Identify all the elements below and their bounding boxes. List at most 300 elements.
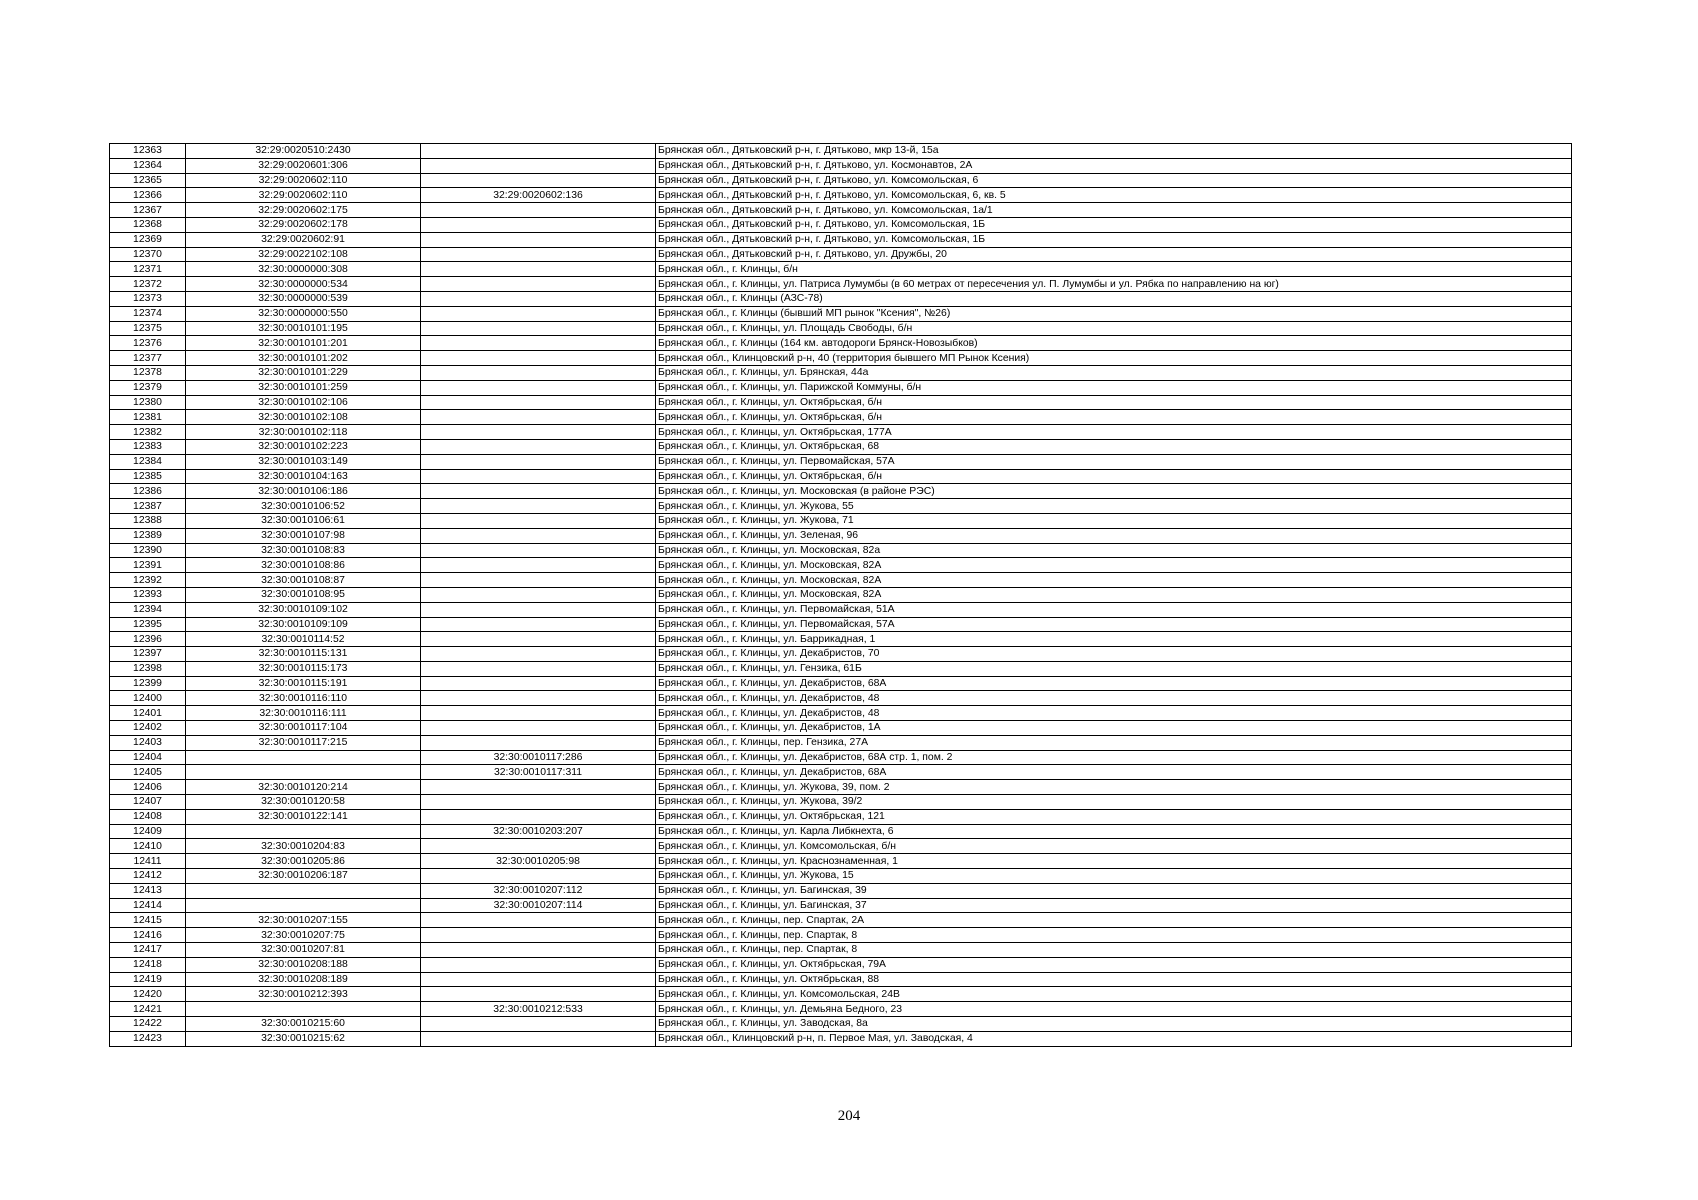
cell-address: Брянская обл., Дятьковский р-н, г. Дятьково, мкр 13-й, 15а bbox=[656, 144, 1572, 159]
table-row bbox=[110, 928, 1572, 943]
cell-cadastral-number-secondary bbox=[421, 484, 656, 499]
cell-cadastral-number: 32:30:0010122:141 bbox=[186, 809, 421, 824]
cell-address: Брянская обл., г. Клинцы, ул. Багинская, 37 bbox=[656, 898, 1572, 913]
cell-record-number: 12367 bbox=[110, 203, 186, 218]
cell-record-number: 12396 bbox=[110, 632, 186, 647]
table-row bbox=[110, 469, 1572, 484]
cell-address: Брянская обл., г. Клинцы, ул. Октябрьская, б/н bbox=[656, 395, 1572, 410]
table-row bbox=[110, 632, 1572, 647]
cell-record-number: 12376 bbox=[110, 336, 186, 351]
cell-cadastral-number-secondary bbox=[421, 735, 656, 750]
cell-cadastral-number: 32:29:0020510:2430 bbox=[186, 144, 421, 159]
cell-cadastral-number: 32:30:0000000:308 bbox=[186, 262, 421, 277]
cell-cadastral-number: 32:30:0010204:83 bbox=[186, 839, 421, 854]
table-row bbox=[110, 1017, 1572, 1032]
cell-cadastral-number bbox=[186, 750, 421, 765]
cell-cadastral-number: 32:30:0010114:52 bbox=[186, 632, 421, 647]
table-row bbox=[110, 706, 1572, 721]
cell-record-number: 12399 bbox=[110, 676, 186, 691]
cell-cadastral-number bbox=[186, 1002, 421, 1017]
cell-cadastral-number: 32:29:0020602:110 bbox=[186, 173, 421, 188]
cell-cadastral-number-secondary bbox=[421, 365, 656, 380]
cell-record-number: 12400 bbox=[110, 691, 186, 706]
table-row bbox=[110, 262, 1572, 277]
cell-cadastral-number-secondary bbox=[421, 217, 656, 232]
cell-cadastral-number-secondary bbox=[421, 809, 656, 824]
cell-cadastral-number-secondary bbox=[421, 144, 656, 159]
cell-record-number: 12386 bbox=[110, 484, 186, 499]
cell-cadastral-number bbox=[186, 883, 421, 898]
cell-cadastral-number-secondary bbox=[421, 336, 656, 351]
page-number: 204 bbox=[837, 1108, 861, 1124]
cell-cadastral-number: 32:30:0010205:86 bbox=[186, 854, 421, 869]
cell-record-number: 12387 bbox=[110, 499, 186, 514]
cell-cadastral-number bbox=[186, 898, 421, 913]
cell-cadastral-number: 32:30:0010206:187 bbox=[186, 869, 421, 884]
cell-address: Брянская обл., г. Клинцы, ул. Московская, 82а bbox=[656, 543, 1572, 558]
cell-cadastral-number-secondary: 32:30:0010212:533 bbox=[421, 1002, 656, 1017]
records-table bbox=[109, 143, 1572, 1047]
cell-record-number: 12372 bbox=[110, 277, 186, 292]
cell-address: Брянская обл., г. Клинцы, ул. Октябрьская, б/н bbox=[656, 469, 1572, 484]
table-row bbox=[110, 144, 1572, 159]
cell-address: Брянская обл., г. Клинцы, ул. Декабристов, 70 bbox=[656, 647, 1572, 662]
table-row bbox=[110, 321, 1572, 336]
cell-cadastral-number-secondary bbox=[421, 913, 656, 928]
cell-cadastral-number: 32:30:0010104:163 bbox=[186, 469, 421, 484]
table-row bbox=[110, 1031, 1572, 1046]
cell-record-number: 12392 bbox=[110, 573, 186, 588]
cell-record-number: 12406 bbox=[110, 780, 186, 795]
cell-cadastral-number: 32:30:0010116:110 bbox=[186, 691, 421, 706]
cell-cadastral-number-secondary bbox=[421, 661, 656, 676]
cell-record-number: 12378 bbox=[110, 365, 186, 380]
cell-record-number: 12366 bbox=[110, 188, 186, 203]
table-row bbox=[110, 484, 1572, 499]
table-row bbox=[110, 617, 1572, 632]
table-row bbox=[110, 528, 1572, 543]
cell-address: Брянская обл., г. Клинцы, ул. Декабристов, 48 bbox=[656, 706, 1572, 721]
cell-cadastral-number-secondary: 32:30:0010117:286 bbox=[421, 750, 656, 765]
cell-record-number: 12382 bbox=[110, 425, 186, 440]
cell-record-number: 12410 bbox=[110, 839, 186, 854]
cell-record-number: 12421 bbox=[110, 1002, 186, 1017]
cell-record-number: 12412 bbox=[110, 869, 186, 884]
table-row bbox=[110, 647, 1572, 662]
cell-record-number: 12393 bbox=[110, 587, 186, 602]
cell-cadastral-number-secondary bbox=[421, 957, 656, 972]
cell-cadastral-number-secondary: 32:30:0010207:114 bbox=[421, 898, 656, 913]
cell-record-number: 12415 bbox=[110, 913, 186, 928]
table-row bbox=[110, 558, 1572, 573]
cell-record-number: 12389 bbox=[110, 528, 186, 543]
cell-address: Брянская обл., г. Клинцы, пер. Спартак, 2А bbox=[656, 913, 1572, 928]
cell-cadastral-number-secondary bbox=[421, 203, 656, 218]
cell-address: Брянская обл., г. Клинцы, ул. Декабристов, 1А bbox=[656, 721, 1572, 736]
cell-cadastral-number-secondary bbox=[421, 647, 656, 662]
cell-cadastral-number-secondary bbox=[421, 691, 656, 706]
table-row bbox=[110, 513, 1572, 528]
cell-cadastral-number-secondary bbox=[421, 439, 656, 454]
cell-record-number: 12416 bbox=[110, 928, 186, 943]
cell-cadastral-number-secondary: 32:30:0010205:98 bbox=[421, 854, 656, 869]
cell-cadastral-number-secondary bbox=[421, 469, 656, 484]
table-row bbox=[110, 188, 1572, 203]
cell-cadastral-number-secondary bbox=[421, 943, 656, 958]
cell-cadastral-number: 32:30:0010208:189 bbox=[186, 972, 421, 987]
table-row bbox=[110, 380, 1572, 395]
cell-cadastral-number: 32:30:0010106:186 bbox=[186, 484, 421, 499]
cell-cadastral-number-secondary: 32:30:0010207:112 bbox=[421, 883, 656, 898]
cell-address: Брянская обл., Дятьковский р-н, г. Дятьково, ул. Комсомольская, 6 bbox=[656, 173, 1572, 188]
cell-record-number: 12377 bbox=[110, 351, 186, 366]
cell-record-number: 12364 bbox=[110, 158, 186, 173]
cell-record-number: 12368 bbox=[110, 217, 186, 232]
cell-cadastral-number-secondary bbox=[421, 262, 656, 277]
cell-cadastral-number-secondary bbox=[421, 1031, 656, 1046]
table-row bbox=[110, 765, 1572, 780]
cell-cadastral-number bbox=[186, 824, 421, 839]
table-row bbox=[110, 750, 1572, 765]
cell-cadastral-number-secondary bbox=[421, 706, 656, 721]
cell-record-number: 12408 bbox=[110, 809, 186, 824]
cell-cadastral-number-secondary bbox=[421, 232, 656, 247]
cell-address: Брянская обл., г. Клинцы, ул. Декабристов, 68А bbox=[656, 765, 1572, 780]
table-row bbox=[110, 410, 1572, 425]
table-row bbox=[110, 439, 1572, 454]
cell-cadastral-number-secondary bbox=[421, 306, 656, 321]
cell-record-number: 12398 bbox=[110, 661, 186, 676]
cell-address: Брянская обл., г. Клинцы, ул. Жукова, 39, пом. 2 bbox=[656, 780, 1572, 795]
cell-record-number: 12418 bbox=[110, 957, 186, 972]
cell-cadastral-number-secondary bbox=[421, 380, 656, 395]
table-row bbox=[110, 661, 1572, 676]
cell-address: Брянская обл., г. Клинцы, ул. Баррикадная, 1 bbox=[656, 632, 1572, 647]
cell-record-number: 12395 bbox=[110, 617, 186, 632]
cell-address: Брянская обл., Дятьковский р-н, г. Дятьково, ул. Космонавтов, 2А bbox=[656, 158, 1572, 173]
cell-cadastral-number: 32:30:0010103:149 bbox=[186, 454, 421, 469]
cell-cadastral-number: 32:29:0020602:175 bbox=[186, 203, 421, 218]
cell-address: Брянская обл., г. Клинцы, ул. Площадь Свободы, б/н bbox=[656, 321, 1572, 336]
cell-cadastral-number: 32:30:0010101:259 bbox=[186, 380, 421, 395]
cell-cadastral-number-secondary bbox=[421, 617, 656, 632]
cell-cadastral-number-secondary bbox=[421, 513, 656, 528]
cell-cadastral-number-secondary bbox=[421, 543, 656, 558]
cell-cadastral-number-secondary bbox=[421, 528, 656, 543]
cell-cadastral-number: 32:30:0010215:62 bbox=[186, 1031, 421, 1046]
cell-cadastral-number: 32:30:0010120:214 bbox=[186, 780, 421, 795]
cell-cadastral-number-secondary: 32:30:0010117:311 bbox=[421, 765, 656, 780]
cell-record-number: 12385 bbox=[110, 469, 186, 484]
cell-address: Брянская обл., г. Клинцы, ул. Багинская, 39 bbox=[656, 883, 1572, 898]
cell-cadastral-number: 32:30:0010120:58 bbox=[186, 795, 421, 810]
cell-address: Брянская обл., г. Клинцы, пер. Гензика, 27А bbox=[656, 735, 1572, 750]
records-table-body bbox=[110, 144, 1572, 1047]
cell-address: Брянская обл., г. Клинцы, пер. Спартак, 8 bbox=[656, 928, 1572, 943]
table-row bbox=[110, 809, 1572, 824]
cell-cadastral-number: 32:30:0010102:106 bbox=[186, 395, 421, 410]
cell-address: Брянская обл., г. Клинцы, ул. Комсомольская, 24В bbox=[656, 987, 1572, 1002]
table-row bbox=[110, 854, 1572, 869]
cell-cadastral-number: 32:30:0010116:111 bbox=[186, 706, 421, 721]
cell-address: Брянская обл., г. Клинцы, ул. Октябрьская, б/н bbox=[656, 410, 1572, 425]
cell-address: Брянская обл., Клинцовский р-н, 40 (территория бывшего МП Рынок Ксения) bbox=[656, 351, 1572, 366]
cell-address: Брянская обл., г. Клинцы, ул. Октябрьская, 79А bbox=[656, 957, 1572, 972]
cell-record-number: 12371 bbox=[110, 262, 186, 277]
cell-record-number: 12409 bbox=[110, 824, 186, 839]
cell-cadastral-number: 32:30:0010115:191 bbox=[186, 676, 421, 691]
cell-cadastral-number: 32:30:0010101:229 bbox=[186, 365, 421, 380]
cell-address: Брянская обл., г. Клинцы, ул. Заводская, 8а bbox=[656, 1017, 1572, 1032]
cell-cadastral-number: 32:30:0010115:131 bbox=[186, 647, 421, 662]
table-row bbox=[110, 587, 1572, 602]
cell-cadastral-number-secondary bbox=[421, 291, 656, 306]
cell-cadastral-number: 32:29:0020602:110 bbox=[186, 188, 421, 203]
cell-cadastral-number-secondary bbox=[421, 499, 656, 514]
cell-address: Брянская обл., г. Клинцы (АЗС-78) bbox=[656, 291, 1572, 306]
cell-address: Брянская обл., г. Клинцы, б/н bbox=[656, 262, 1572, 277]
table-row bbox=[110, 365, 1572, 380]
cell-address: Брянская обл., Дятьковский р-н, г. Дятьково, ул. Комсомольская, 1Б bbox=[656, 232, 1572, 247]
table-row bbox=[110, 913, 1572, 928]
cell-record-number: 12407 bbox=[110, 795, 186, 810]
cell-address: Брянская обл., г. Клинцы, ул. Октябрьская, 68 bbox=[656, 439, 1572, 454]
cell-cadastral-number-secondary bbox=[421, 1017, 656, 1032]
cell-cadastral-number: 32:30:0010108:95 bbox=[186, 587, 421, 602]
table-row bbox=[110, 425, 1572, 440]
cell-address: Брянская обл., г. Клинцы, ул. Жукова, 55 bbox=[656, 499, 1572, 514]
table-row bbox=[110, 898, 1572, 913]
cell-address: Брянская обл., г. Клинцы, ул. Парижской Коммуны, б/н bbox=[656, 380, 1572, 395]
table-row bbox=[110, 573, 1572, 588]
cell-record-number: 12375 bbox=[110, 321, 186, 336]
cell-record-number: 12394 bbox=[110, 602, 186, 617]
cell-cadastral-number: 32:30:0010115:173 bbox=[186, 661, 421, 676]
table-row bbox=[110, 883, 1572, 898]
table-row bbox=[110, 543, 1572, 558]
cell-record-number: 12379 bbox=[110, 380, 186, 395]
cell-record-number: 12363 bbox=[110, 144, 186, 159]
cell-cadastral-number: 32:30:0010108:86 bbox=[186, 558, 421, 573]
cell-cadastral-number: 32:30:0010109:109 bbox=[186, 617, 421, 632]
cell-cadastral-number-secondary bbox=[421, 780, 656, 795]
cell-cadastral-number: 32:30:0010106:52 bbox=[186, 499, 421, 514]
table-row bbox=[110, 721, 1572, 736]
cell-cadastral-number: 32:30:0010117:215 bbox=[186, 735, 421, 750]
cell-address: Брянская обл., Дятьковский р-н, г. Дятьково, ул. Комсомольская, 1а/1 bbox=[656, 203, 1572, 218]
table-row bbox=[110, 839, 1572, 854]
table-row bbox=[110, 676, 1572, 691]
cell-record-number: 12423 bbox=[110, 1031, 186, 1046]
cell-record-number: 12405 bbox=[110, 765, 186, 780]
table-row bbox=[110, 247, 1572, 262]
cell-address: Брянская обл., г. Клинцы, ул. Жукова, 39/2 bbox=[656, 795, 1572, 810]
cell-record-number: 12388 bbox=[110, 513, 186, 528]
cell-cadastral-number-secondary bbox=[421, 721, 656, 736]
cell-address: Брянская обл., г. Клинцы, ул. Краснознаменная, 1 bbox=[656, 854, 1572, 869]
cell-cadastral-number-secondary bbox=[421, 839, 656, 854]
table-row bbox=[110, 824, 1572, 839]
cell-cadastral-number: 32:30:0010108:83 bbox=[186, 543, 421, 558]
cell-record-number: 12404 bbox=[110, 750, 186, 765]
cell-record-number: 12411 bbox=[110, 854, 186, 869]
cell-address: Брянская обл., г. Клинцы, ул. Московская (в районе РЭС) bbox=[656, 484, 1572, 499]
table-row bbox=[110, 957, 1572, 972]
table-row bbox=[110, 336, 1572, 351]
cell-address: Брянская обл., г. Клинцы, ул. Зеленая, 96 bbox=[656, 528, 1572, 543]
cell-record-number: 12369 bbox=[110, 232, 186, 247]
cell-record-number: 12401 bbox=[110, 706, 186, 721]
cell-record-number: 12422 bbox=[110, 1017, 186, 1032]
cell-cadastral-number-secondary bbox=[421, 558, 656, 573]
cell-record-number: 12413 bbox=[110, 883, 186, 898]
cell-cadastral-number-secondary bbox=[421, 987, 656, 1002]
cell-cadastral-number: 32:29:0020602:91 bbox=[186, 232, 421, 247]
cell-cadastral-number-secondary bbox=[421, 602, 656, 617]
table-row bbox=[110, 795, 1572, 810]
table-row bbox=[110, 972, 1572, 987]
cell-address: Брянская обл., Дятьковский р-н, г. Дятьково, ул. Комсомольская, 6, кв. 5 bbox=[656, 188, 1572, 203]
cell-cadastral-number-secondary bbox=[421, 869, 656, 884]
cell-record-number: 12391 bbox=[110, 558, 186, 573]
cell-record-number: 12370 bbox=[110, 247, 186, 262]
table-row bbox=[110, 780, 1572, 795]
cell-address: Брянская обл., г. Клинцы, ул. Октябрьская, 177А bbox=[656, 425, 1572, 440]
cell-cadastral-number-secondary bbox=[421, 410, 656, 425]
cell-cadastral-number: 32:30:0010107:98 bbox=[186, 528, 421, 543]
cell-cadastral-number-secondary: 32:29:0020602:136 bbox=[421, 188, 656, 203]
table-row bbox=[110, 291, 1572, 306]
cell-address: Брянская обл., г. Клинцы, ул. Московская, 82А bbox=[656, 573, 1572, 588]
cell-cadastral-number: 32:30:0010207:75 bbox=[186, 928, 421, 943]
table-row bbox=[110, 173, 1572, 188]
cell-record-number: 12414 bbox=[110, 898, 186, 913]
cell-record-number: 12381 bbox=[110, 410, 186, 425]
table-row bbox=[110, 158, 1572, 173]
cell-cadastral-number-secondary bbox=[421, 351, 656, 366]
table-row bbox=[110, 217, 1572, 232]
table-row bbox=[110, 351, 1572, 366]
cell-address: Брянская обл., г. Клинцы, ул. Московская, 82А bbox=[656, 587, 1572, 602]
cell-cadastral-number: 32:30:0010208:188 bbox=[186, 957, 421, 972]
cell-cadastral-number: 32:30:0010215:60 bbox=[186, 1017, 421, 1032]
cell-cadastral-number-secondary bbox=[421, 173, 656, 188]
cell-address: Брянская обл., г. Клинцы, ул. Комсомольская, б/н bbox=[656, 839, 1572, 854]
table-row bbox=[110, 232, 1572, 247]
table-row bbox=[110, 987, 1572, 1002]
cell-record-number: 12374 bbox=[110, 306, 186, 321]
cell-cadastral-number-secondary bbox=[421, 795, 656, 810]
cell-cadastral-number: 32:30:0010109:102 bbox=[186, 602, 421, 617]
cell-record-number: 12397 bbox=[110, 647, 186, 662]
cell-record-number: 12365 bbox=[110, 173, 186, 188]
cell-address: Брянская обл., г. Клинцы, ул. Демьяна Бедного, 23 bbox=[656, 1002, 1572, 1017]
cell-cadastral-number: 32:30:0010207:155 bbox=[186, 913, 421, 928]
cell-cadastral-number: 32:30:0010117:104 bbox=[186, 721, 421, 736]
cell-cadastral-number: 32:30:0010102:118 bbox=[186, 425, 421, 440]
cell-address: Брянская обл., г. Клинцы, ул. Первомайская, 57А bbox=[656, 454, 1572, 469]
cell-cadastral-number-secondary bbox=[421, 277, 656, 292]
cell-address: Брянская обл., г. Клинцы, пер. Спартак, 8 bbox=[656, 943, 1572, 958]
cell-cadastral-number: 32:30:0010108:87 bbox=[186, 573, 421, 588]
cell-record-number: 12383 bbox=[110, 439, 186, 454]
cell-cadastral-number: 32:30:0010101:201 bbox=[186, 336, 421, 351]
cell-cadastral-number: 32:29:0020602:178 bbox=[186, 217, 421, 232]
cell-address: Брянская обл., г. Клинцы, ул. Октябрьская, 121 bbox=[656, 809, 1572, 824]
cell-record-number: 12380 bbox=[110, 395, 186, 410]
table-row bbox=[110, 735, 1572, 750]
cell-address: Брянская обл., Клинцовский р-н, п. Первое Мая, ул. Заводская, 4 bbox=[656, 1031, 1572, 1046]
cell-cadastral-number: 32:29:0022102:108 bbox=[186, 247, 421, 262]
cell-cadastral-number: 32:30:0010102:223 bbox=[186, 439, 421, 454]
cell-address: Брянская обл., г. Клинцы, ул. Московская, 82А bbox=[656, 558, 1572, 573]
cell-address: Брянская обл., г. Клинцы, ул. Карла Либкнехта, 6 bbox=[656, 824, 1572, 839]
table-row bbox=[110, 306, 1572, 321]
cell-cadastral-number: 32:30:0010101:195 bbox=[186, 321, 421, 336]
cell-address: Брянская обл., Дятьковский р-н, г. Дятьково, ул. Комсомольская, 1Б bbox=[656, 217, 1572, 232]
cell-record-number: 12417 bbox=[110, 943, 186, 958]
cell-cadastral-number: 32:30:0010207:81 bbox=[186, 943, 421, 958]
cell-cadastral-number-secondary bbox=[421, 676, 656, 691]
table-row bbox=[110, 943, 1572, 958]
cell-cadastral-number-secondary bbox=[421, 454, 656, 469]
cell-address: Брянская обл., Дятьковский р-н, г. Дятьково, ул. Дружбы, 20 bbox=[656, 247, 1572, 262]
cell-address: Брянская обл., г. Клинцы, ул. Брянская, 44а bbox=[656, 365, 1572, 380]
cell-address: Брянская обл., г. Клинцы, ул. Декабристов, 68А bbox=[656, 676, 1572, 691]
cell-cadastral-number: 32:30:0010102:108 bbox=[186, 410, 421, 425]
cell-record-number: 12390 bbox=[110, 543, 186, 558]
cell-cadastral-number-secondary bbox=[421, 247, 656, 262]
cell-cadastral-number-secondary bbox=[421, 158, 656, 173]
cell-record-number: 12403 bbox=[110, 735, 186, 750]
cell-address: Брянская обл., г. Клинцы, ул. Декабристов, 68А стр. 1, пом. 2 bbox=[656, 750, 1572, 765]
cell-cadastral-number-secondary bbox=[421, 395, 656, 410]
table-row bbox=[110, 395, 1572, 410]
cell-cadastral-number-secondary: 32:30:0010203:207 bbox=[421, 824, 656, 839]
table-row bbox=[110, 602, 1572, 617]
cell-address: Брянская обл., г. Клинцы, ул. Первомайская, 51А bbox=[656, 602, 1572, 617]
cell-address: Брянская обл., г. Клинцы, ул. Первомайская, 57А bbox=[656, 617, 1572, 632]
cell-record-number: 12373 bbox=[110, 291, 186, 306]
cell-address: Брянская обл., г. Клинцы, ул. Жукова, 15 bbox=[656, 869, 1572, 884]
cell-cadastral-number-secondary bbox=[421, 928, 656, 943]
cell-cadastral-number-secondary bbox=[421, 632, 656, 647]
table-row bbox=[110, 499, 1572, 514]
cell-cadastral-number: 32:30:0000000:550 bbox=[186, 306, 421, 321]
table-row bbox=[110, 1002, 1572, 1017]
cell-cadastral-number: 32:30:0010101:202 bbox=[186, 351, 421, 366]
cell-record-number: 12402 bbox=[110, 721, 186, 736]
table-row bbox=[110, 691, 1572, 706]
cell-cadastral-number: 32:30:0000000:534 bbox=[186, 277, 421, 292]
table-row bbox=[110, 203, 1572, 218]
cell-cadastral-number: 32:30:0010106:61 bbox=[186, 513, 421, 528]
cell-cadastral-number: 32:30:0010212:393 bbox=[186, 987, 421, 1002]
table-row bbox=[110, 454, 1572, 469]
cell-address: Брянская обл., г. Клинцы, ул. Жукова, 71 bbox=[656, 513, 1572, 528]
cell-cadastral-number-secondary bbox=[421, 972, 656, 987]
cell-cadastral-number-secondary bbox=[421, 573, 656, 588]
cell-address: Брянская обл., г. Клинцы, ул. Гензика, 61Б bbox=[656, 661, 1572, 676]
cell-cadastral-number-secondary bbox=[421, 587, 656, 602]
cell-cadastral-number: 32:29:0020601:306 bbox=[186, 158, 421, 173]
table-row bbox=[110, 869, 1572, 884]
cell-cadastral-number bbox=[186, 765, 421, 780]
cell-cadastral-number-secondary bbox=[421, 321, 656, 336]
cell-record-number: 12384 bbox=[110, 454, 186, 469]
cell-record-number: 12419 bbox=[110, 972, 186, 987]
cell-cadastral-number: 32:30:0000000:539 bbox=[186, 291, 421, 306]
